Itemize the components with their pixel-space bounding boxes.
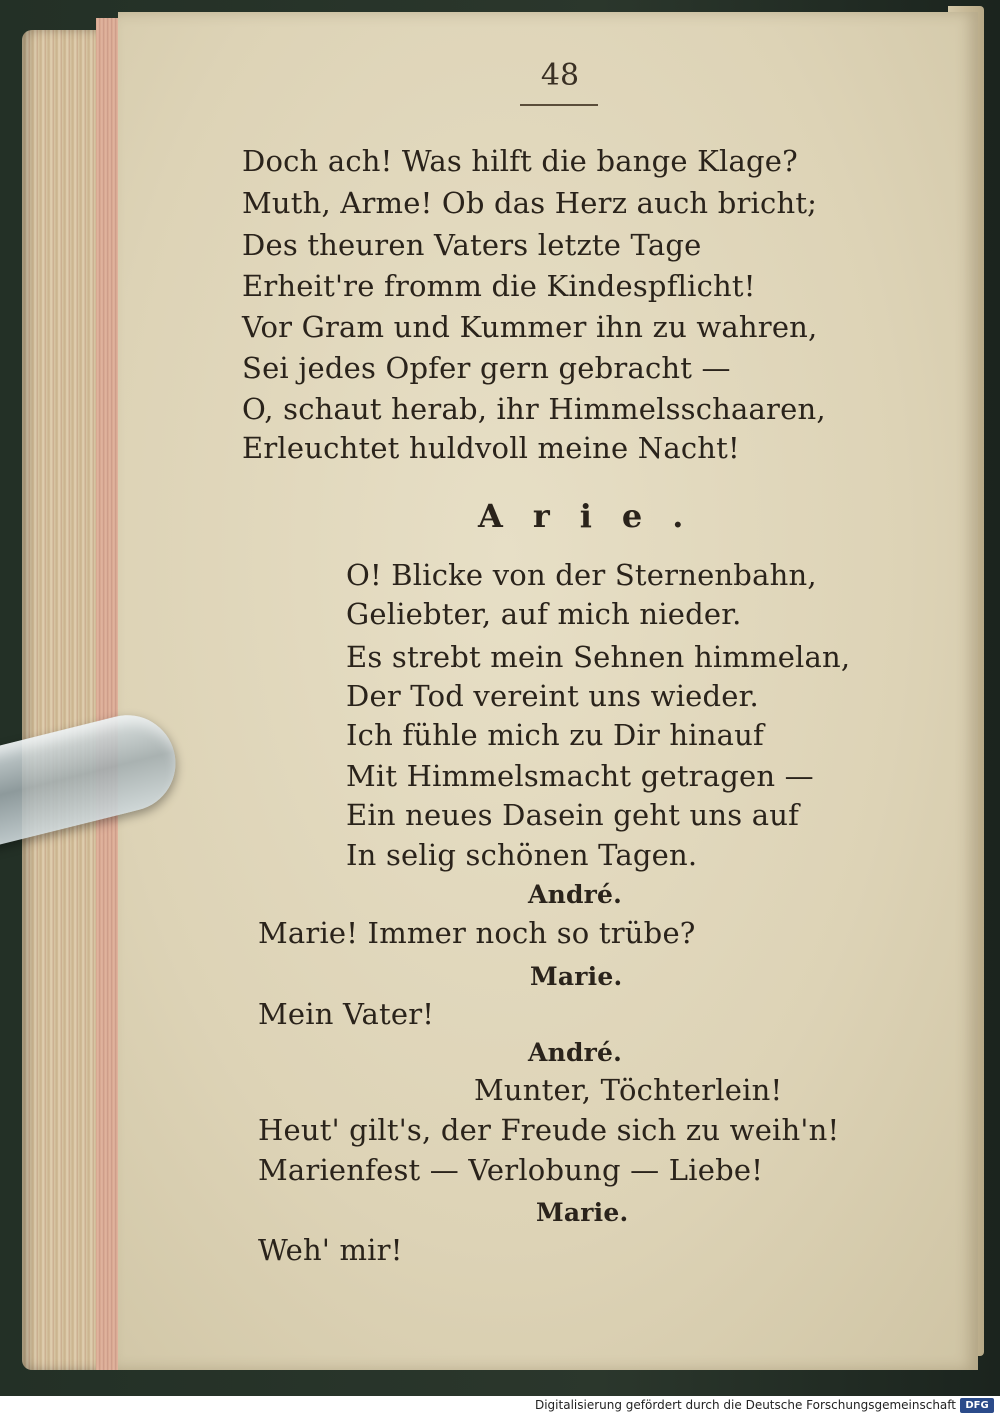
- aria-line: Geliebter, auf mich nieder.: [346, 597, 742, 631]
- aria-line: Es strebt mein Sehnen himmelan,: [346, 640, 851, 674]
- verse-line: Muth, Arme! Ob das Herz auch bricht;: [242, 186, 818, 220]
- dfg-logo-icon: DFG: [960, 1398, 994, 1413]
- page-number-rule: [520, 104, 598, 106]
- verse-line: Erleuchtet huldvoll meine Nacht!: [242, 431, 740, 465]
- digitization-footer: [0, 1396, 1000, 1416]
- aria-line: Der Tod vereint uns wieder.: [346, 679, 759, 713]
- verse-line: Doch ach! Was hilft die bange Klage?: [242, 144, 798, 178]
- aria-line: In selig schönen Tagen.: [346, 838, 698, 872]
- verse-line: Erheit're fromm die Kindespflicht!: [242, 269, 756, 303]
- speaker-name: Marie.: [530, 962, 623, 991]
- aria-line: Ich fühle mich zu Dir hinauf: [346, 718, 764, 752]
- dialogue-line: Weh' mir!: [258, 1233, 403, 1267]
- aria-line: O! Blicke von der Sternenbahn,: [346, 558, 817, 592]
- page-number: 48: [540, 58, 580, 93]
- verse-line: Vor Gram und Kummer ihn zu wahren,: [242, 310, 818, 344]
- verse-line: Sei jedes Opfer gern gebracht —: [242, 351, 731, 385]
- dialogue-line: Heut' gilt's, der Freude sich zu weih'n!: [258, 1113, 840, 1147]
- speaker-name: André.: [528, 880, 623, 909]
- dialogue-line: Marienfest — Verlobung — Liebe!: [258, 1153, 764, 1187]
- section-heading: Arie.: [478, 497, 714, 535]
- speaker-name: Marie.: [536, 1198, 629, 1227]
- footer-credit: Digitalisierung gefördert durch die Deutsche Forschungsgemeinschaft: [534, 1398, 956, 1412]
- aria-line: Ein neues Dasein geht uns auf: [346, 798, 800, 832]
- aria-line: Mit Himmelsmacht getragen —: [346, 759, 814, 793]
- verse-line: Des theuren Vaters letzte Tage: [242, 228, 702, 262]
- dialogue-line: Munter, Töchterlein!: [474, 1073, 783, 1107]
- dialogue-line: Marie! Immer noch so trübe?: [258, 916, 696, 950]
- speaker-name: André.: [528, 1038, 623, 1067]
- verse-line: O, schaut herab, ihr Himmelsschaaren,: [242, 392, 826, 426]
- dialogue-line: Mein Vater!: [258, 997, 435, 1031]
